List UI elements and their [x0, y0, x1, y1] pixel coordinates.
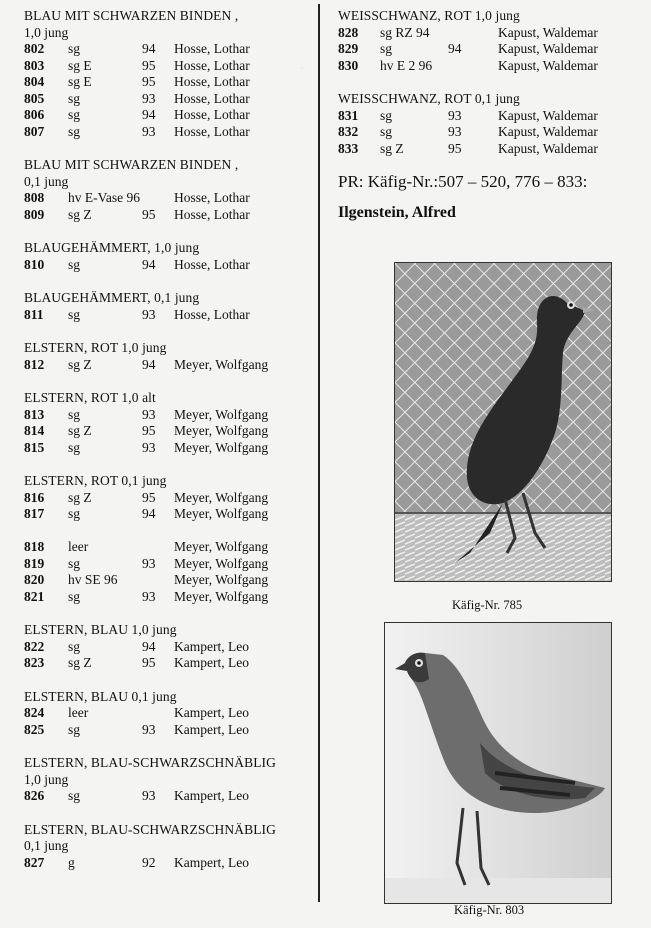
entry-row — [24, 523, 309, 540]
entry-row — [24, 705, 309, 722]
entry-points: 94 — [142, 256, 156, 272]
entry-grade: sg — [68, 306, 81, 322]
entry-num: 833 — [338, 140, 359, 156]
entry-num: 831 — [338, 107, 359, 123]
class-section — [24, 689, 309, 739]
entry-owner: Hosse, Lothar — [174, 74, 250, 89]
entry-num: 821 — [24, 588, 45, 604]
entry-row — [338, 41, 638, 58]
entry-num: 825 — [24, 721, 45, 737]
class-section — [24, 340, 309, 373]
class-title: ELSTERN, BLAU-SCHWARZSCHNÄBLIG — [24, 821, 277, 837]
entry-owner: Meyer, Wolfgang — [174, 572, 269, 587]
column-divider — [318, 4, 320, 902]
class-title: BLAU MIT SCHWARZEN BINDEN , — [24, 157, 239, 172]
entry-num: 808 — [24, 190, 45, 205]
entry-owner: Hosse, Lothar — [174, 123, 250, 139]
entry-owner: Kampert, Leo — [174, 638, 249, 654]
entry-row — [338, 124, 638, 141]
entry-row — [24, 655, 309, 672]
entry-row — [24, 639, 309, 656]
entry-grade: sg — [380, 41, 393, 56]
entry-row — [24, 788, 309, 805]
entry-points: 95 — [142, 655, 156, 670]
breeder-name: Ilgenstein, Alfred — [338, 203, 456, 221]
entry-grade: sg — [380, 124, 393, 139]
entry-points: 93 — [142, 588, 156, 604]
entry-points: 95 — [448, 140, 462, 156]
entry-num: 819 — [24, 555, 45, 571]
entry-num: 823 — [24, 655, 45, 670]
class-title: BLAU MIT SCHWARZEN BINDEN , — [24, 8, 239, 23]
entry-row — [24, 407, 309, 424]
class-section — [24, 390, 309, 456]
entry-points: 94 — [142, 41, 156, 56]
entry-points: 94 — [142, 506, 156, 521]
entry-row — [24, 490, 309, 507]
entry-owner: Kampert, Leo — [174, 705, 249, 720]
entry-row — [24, 74, 309, 91]
entry-owner: Kapust, Waldemar — [498, 107, 598, 123]
entry-owner: Kapust, Waldemar — [498, 57, 598, 73]
entry-num: 827 — [24, 854, 45, 870]
entry-num: 814 — [24, 423, 45, 438]
class-subtitle: 1,0 jung — [24, 771, 69, 787]
entry-num: 815 — [24, 439, 45, 455]
entry-num: 816 — [24, 489, 45, 505]
entry-row — [24, 190, 309, 207]
entry-grade: sg — [68, 123, 81, 139]
entry-grade: hv E-Vase 96 — [68, 190, 140, 205]
entry-points: 95 — [142, 57, 156, 73]
entry-row — [24, 124, 309, 141]
class-section — [24, 240, 309, 273]
entry-grade: sg Z — [68, 206, 92, 222]
photo-caption-803: Käfig-Nr. 803 — [454, 903, 525, 917]
class-title: ELSTERN, ROT 1,0 jung — [24, 340, 167, 355]
entry-points: 92 — [142, 854, 156, 870]
entry-points: 93 — [142, 439, 156, 455]
entry-num: 806 — [24, 107, 45, 122]
entry-grade: sg — [68, 555, 81, 571]
entry-grade: sg — [68, 638, 81, 654]
entry-row — [24, 855, 309, 872]
left-column — [24, 8, 309, 888]
entry-num: 810 — [24, 256, 45, 272]
entry-row — [24, 722, 309, 739]
entry-row — [24, 440, 309, 457]
class-section — [24, 473, 309, 605]
entry-points: 95 — [142, 206, 156, 222]
pigeon-photo-dark — [395, 263, 611, 581]
entry-owner: Hosse, Lothar — [174, 206, 250, 222]
entry-row — [24, 423, 309, 440]
entry-points: 95 — [142, 489, 156, 505]
entry-owner: Hosse, Lothar — [174, 190, 250, 205]
entry-points: 93 — [448, 107, 462, 123]
class-subtitle: 1,0 jung — [24, 24, 69, 40]
entry-points: 93 — [142, 555, 156, 571]
entry-grade: sg RZ 94 — [380, 24, 430, 40]
pigeon-photo-803 — [384, 622, 612, 904]
entry-num: 812 — [24, 356, 45, 372]
entry-points: 95 — [142, 74, 156, 89]
entry-row — [338, 141, 638, 158]
entry-row — [338, 108, 638, 125]
entry-owner: Hosse, Lothar — [174, 107, 250, 122]
entry-row — [24, 556, 309, 573]
entry-owner: Meyer, Wolfgang — [174, 489, 269, 505]
class-title: BLAUGEHÄMMERT, 1,0 jung — [24, 240, 200, 255]
entry-owner: Meyer, Wolfgang — [174, 406, 269, 422]
entry-owner: Meyer, Wolfgang — [174, 506, 269, 521]
class-title: WEISSCHWANZ, ROT 1,0 jung — [338, 8, 520, 23]
class-section — [24, 157, 309, 223]
entry-num: 804 — [24, 74, 45, 89]
class-title: ELSTERN, BLAU-SCHWARZSCHNÄBLIG — [24, 755, 277, 770]
entry-row — [24, 107, 309, 124]
entry-row — [24, 539, 309, 556]
entry-grade: sg — [68, 107, 81, 122]
entry-grade: sg E — [68, 57, 92, 73]
entry-points: 93 — [142, 788, 156, 803]
class-subtitle: 0,1 jung — [24, 173, 69, 189]
class-section — [24, 8, 309, 140]
entry-num: 818 — [24, 539, 45, 554]
entry-row — [24, 506, 309, 523]
entry-num: 830 — [338, 57, 359, 73]
entry-grade: sg Z — [68, 423, 92, 438]
entry-num: 803 — [24, 57, 45, 73]
entry-grade: sg — [68, 256, 81, 272]
entry-grade: sg — [68, 721, 81, 737]
entry-points: 93 — [142, 406, 156, 422]
class-title: ELSTERN, BLAU 0,1 jung — [24, 688, 177, 704]
class-section — [338, 8, 638, 74]
entry-points: 93 — [142, 306, 156, 322]
entry-grade: sg Z — [380, 140, 404, 156]
class-section — [24, 290, 309, 323]
pigeon-photo-785 — [394, 262, 612, 582]
entry-num: 809 — [24, 206, 45, 222]
entry-num: 817 — [24, 506, 45, 521]
entry-owner: Kapust, Waldemar — [498, 41, 598, 56]
entry-grade: sg E — [68, 74, 92, 89]
entry-owner: Kampert, Leo — [174, 655, 249, 670]
entry-num: 826 — [24, 788, 45, 803]
entry-row — [338, 58, 638, 75]
entry-owner: Hosse, Lothar — [174, 306, 250, 322]
entry-owner: Hosse, Lothar — [174, 256, 250, 272]
entry-owner: Meyer, Wolfgang — [174, 555, 269, 571]
entry-grade: sg — [68, 439, 81, 455]
entry-owner: Meyer, Wolfgang — [174, 588, 269, 604]
entry-owner: Kampert, Leo — [174, 854, 249, 870]
entry-num: 805 — [24, 90, 45, 106]
entry-row — [24, 58, 309, 75]
class-title: WEISSCHWANZ, ROT 0,1 jung — [338, 91, 520, 106]
entry-grade: sg — [68, 41, 81, 56]
entry-num: 822 — [24, 638, 45, 654]
entry-owner: Kapust, Waldemar — [498, 24, 598, 40]
entry-row — [24, 357, 309, 374]
entry-points: 94 — [142, 107, 156, 122]
entry-points: 93 — [448, 124, 462, 139]
class-subtitle: 0,1 jung — [24, 838, 69, 853]
entry-row — [24, 589, 309, 606]
entry-owner: Kampert, Leo — [174, 788, 249, 803]
entry-row — [24, 572, 309, 589]
entry-grade: sg — [68, 506, 81, 521]
entry-owner: Hosse, Lothar — [174, 57, 250, 73]
entry-points: 95 — [142, 423, 156, 438]
entry-num: 820 — [24, 572, 45, 587]
entry-grade: sg — [380, 107, 393, 123]
entry-owner: Hosse, Lothar — [174, 41, 250, 56]
entry-row — [24, 307, 309, 324]
entry-grade: sg — [68, 90, 81, 106]
right-column — [338, 8, 638, 221]
entry-num: 802 — [24, 41, 45, 56]
entry-grade: leer — [68, 705, 89, 720]
entry-num: 807 — [24, 123, 45, 139]
entry-owner: Meyer, Wolfgang — [174, 439, 269, 455]
entry-grade: hv E 2 96 — [380, 57, 433, 73]
entry-owner: Meyer, Wolfgang — [174, 539, 269, 554]
entry-num: 828 — [338, 24, 359, 40]
pigeon-photo-blue — [385, 623, 611, 903]
entry-num: 829 — [338, 41, 359, 56]
entry-grade: leer — [68, 539, 89, 554]
entry-points: 93 — [142, 721, 156, 737]
entry-points: 94 — [142, 356, 156, 372]
entry-grade: sg Z — [68, 489, 92, 505]
entry-points: 93 — [142, 123, 156, 139]
entry-num: 824 — [24, 705, 45, 720]
entry-row — [338, 25, 638, 42]
entry-num: 811 — [24, 306, 44, 322]
class-title: BLAUGEHÄMMERT, 0,1 jung — [24, 290, 200, 305]
entry-owner: Hosse, Lothar — [174, 90, 250, 106]
class-section — [24, 755, 309, 805]
entry-owner: Meyer, Wolfgang — [174, 356, 269, 372]
entry-row — [24, 257, 309, 274]
entry-grade: hv SE 96 — [68, 572, 118, 587]
entry-owner: Kampert, Leo — [174, 721, 249, 737]
entry-grade: sg — [68, 406, 81, 422]
class-title: ELSTERN, ROT 1,0 alt — [24, 390, 156, 405]
entry-owner: Meyer, Wolfgang — [174, 423, 269, 438]
entry-num: 813 — [24, 406, 45, 422]
class-section — [338, 91, 638, 157]
entry-grade: g — [68, 854, 75, 870]
entry-row — [24, 91, 309, 108]
entry-grade: sg — [68, 788, 81, 803]
entry-points: 93 — [142, 90, 156, 106]
bleed-through: · — [300, 61, 304, 75]
class-title: ELSTERN, BLAU 1,0 jung — [24, 622, 177, 637]
class-section — [24, 822, 309, 872]
entry-owner: Kapust, Waldemar — [498, 124, 598, 139]
pr-line: PR: Käfig-Nr.:507 – 520, 776 – 833: — [338, 172, 588, 191]
photo-caption-785: Käfig-Nr. 785 — [452, 598, 523, 612]
entry-row — [24, 41, 309, 58]
class-title: ELSTERN, ROT 0,1 jung — [24, 473, 167, 488]
entry-grade: sg Z — [68, 655, 92, 670]
entry-owner: Kapust, Waldemar — [498, 140, 598, 156]
entry-num: 832 — [338, 124, 359, 139]
entry-grade: sg — [68, 588, 81, 604]
class-section — [24, 622, 309, 672]
entry-points: 94 — [448, 41, 462, 56]
entry-row — [24, 207, 309, 224]
entry-points: 94 — [142, 638, 156, 654]
entry-grade: sg Z — [68, 356, 92, 372]
